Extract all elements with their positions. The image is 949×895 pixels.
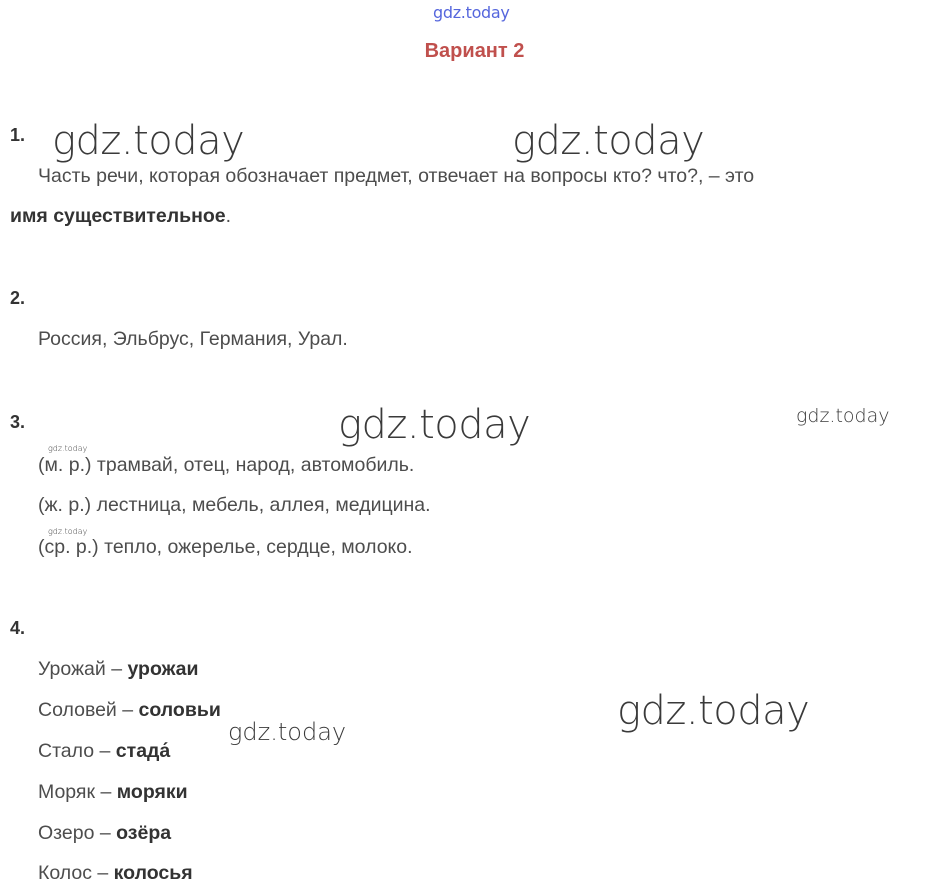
task-1-answer-bold: имя существительное [10,205,226,227]
gender-label-f: (ж. р.) [38,494,92,516]
watermark: gdz.today [228,718,347,746]
watermark: gdz.today [338,402,531,448]
watermark: gdz.today [48,527,88,536]
singular-word: Моряк [38,781,96,803]
task-1-answer [10,205,231,228]
singular-word: Колос [38,862,92,884]
task-3-line-m [38,454,414,477]
watermark: gdz.today [796,405,890,427]
task-1-number: 1. [10,125,26,145]
plural-word: колосья [113,862,193,884]
task-4-number: 4. [10,618,26,638]
task-3-line-f [38,494,431,517]
task-3-line-n [38,536,413,559]
task-4-pair [38,699,221,722]
dash: – [100,781,112,803]
singular-word: Озеро [38,822,95,844]
page-title: Вариант 2 [424,40,525,62]
singular-word: Урожай [38,658,106,680]
word-list-m: трамвай, отец, народ, автомобиль. [96,454,415,476]
plural-word: моряки [116,781,188,803]
plural-word: озёра [116,822,172,844]
task-3-number: 3. [10,412,26,432]
task-1-text: Часть речи, которая обозначает предмет, отвечает на вопросы кто? что?, – это [38,165,755,187]
task-2-text: Россия, Эльбрус, Германия, Урал. [38,328,348,350]
dash: – [111,658,123,680]
watermark: gdz.today [512,118,705,164]
task-4-pair [38,658,199,681]
watermark: gdz.today [617,688,810,734]
dash: – [99,740,111,762]
gender-label-n: (ср. р.) [38,536,99,558]
site-logo[interactable]: gdz.today [433,3,510,22]
plural-word: соловьи [138,699,221,721]
task-4-pair [38,822,171,845]
task-1-answer-end: . [225,205,232,227]
task-4-pair [38,781,188,804]
task-4-pair [38,862,193,885]
plural-word: урожаи [127,658,199,680]
dash: – [99,822,111,844]
singular-word: Соловей [38,699,117,721]
plural-word: стада́ [115,740,171,762]
dash: – [97,862,109,884]
task-2-number: 2. [10,288,26,308]
word-list-n: тепло, ожерелье, сердце, молоко. [104,536,413,558]
word-list-f: лестница, мебель, аллея, медицина. [96,494,431,516]
watermark: gdz.today [52,118,245,164]
singular-word: Стало [38,740,95,762]
dash: – [122,699,134,721]
task-4-pair [38,740,170,763]
watermark: gdz.today [48,444,88,453]
gender-label-m: (м. р.) [38,454,92,476]
